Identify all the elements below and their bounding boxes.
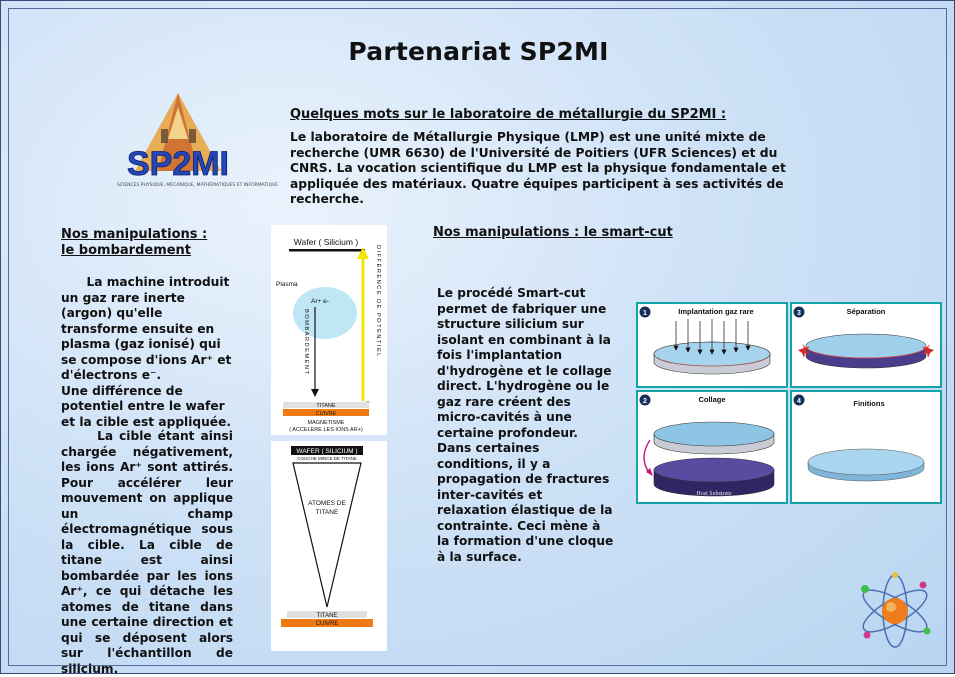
titane-label-2: TITANE [316, 613, 338, 619]
magnetisme-label: MAGNETISME [307, 420, 345, 426]
cuivre-label: CUIVRE [315, 411, 337, 417]
bombardment-heading-line2: le bombardement [61, 243, 192, 258]
step-2-label: Collage [698, 395, 726, 404]
atomes-label-2: TITANE [315, 509, 339, 516]
sputtering-diagram [271, 225, 387, 435]
bombardment-p2: La cible étant ainsi chargée négativement, les ions Ar⁺ sont attirés. Pour accélérer leur mouvement on applique un champ électromagnétique sous la cible. La cible de titane est ainsi bombardée par les ions Ar⁺, ce qui détache les atomes de titane dans une certaine direction et qui se déposent alors sur l'échantillon de silicium. [61, 429, 238, 676]
cuivre-label-2: CUIVRE [315, 621, 339, 627]
diagram1-wafer-label: Wafer ( Silicium ) [293, 237, 359, 247]
atomes-label-1: ATOMES DE [308, 500, 346, 507]
step-4-label: Finitions [853, 399, 885, 408]
accelere-label: ( ACCELERE LES IONS AR+) [289, 427, 363, 433]
titane-label: TITANE [316, 403, 336, 409]
plasma-label: Plasma [276, 281, 298, 288]
difference-label: DIFFÉRENCE DE POTENTIEL [375, 245, 381, 358]
smartcut-paragraph: Le procédé Smart-cut permet de fabriquer une structure silicium sur isolant en combinant à la fois l'implantation d'hydrogène et le collage direct. L'hydrogène ou le gaz rare créent des micro-cavités à une certaine profondeur. Dans certaines conditions, il y a propagation de fractures inter-cavités et relaxation élastique de la contrainte. Ceci mène à la formation d'une cloque à la surface. [437, 286, 614, 564]
wafer-bar [289, 249, 365, 252]
logo-text: SP2MI [126, 145, 230, 183]
bombardment-heading-line1: Nos manipulations : [61, 227, 208, 242]
bombardment-p1-part1: La machine introduit un gaz rare inerte (argon) qu'elle transforme ensuite en plasma (gaz ionisé) qui se compose d'ions Ar⁺ et d'électrons e⁻. [61, 275, 236, 382]
bombardement-label: BOMBARDEMENT [303, 309, 309, 376]
bombard-arrowhead [311, 389, 319, 397]
deposition-cone [293, 463, 361, 607]
bombardment-paragraph-1 [61, 275, 236, 430]
step-implantation [637, 303, 787, 387]
host-substrate-label: Host Substrate [696, 491, 732, 497]
about-paragraph: Le laboratoire de Métallurgie Physique (LMP) est une unité mixte de recherche (UMR 6630) de l'Université de Poitiers (UFR Sciences) et du CNRS. La vocation scientifique du LMP est la physique fondamentale et appliquée des matériaux. Quatre équipes participent à ses activités de recherche. [290, 130, 786, 206]
plasma-cloud [293, 287, 357, 339]
sp2mi-logo [113, 89, 279, 197]
step-2-number: 2 [643, 398, 647, 405]
potential-arrowhead [357, 247, 369, 259]
step-1-label: Implantation gaz rare [678, 307, 754, 316]
step-finitions [791, 391, 941, 503]
about-heading: Quelques mots sur le laboratoire de métallurgie du SP2MI : [290, 107, 727, 122]
couche-label: COUCHE MINCE DE TITANE [297, 456, 357, 461]
step-4-number: 4 [797, 398, 801, 405]
step-1-number: 1 [643, 310, 647, 317]
ions-label: Ar+ e- [311, 298, 329, 305]
diagram2-wafer-label: WAFER ( SILICIUM ) [296, 448, 358, 455]
page-title: Partenariat SP2MI [348, 37, 609, 66]
logo-caption: SCIENCES PHYSIQUE, MÉCANIQUE, MATHÉMATIQUES ET INFORMATIQUE [117, 183, 279, 188]
smartcut-heading: Nos manipulations : le smart-cut [433, 225, 673, 240]
bombardment-p1-part2: Une différence de potentiel entre le wafer et la cible est appliquée. [61, 383, 231, 429]
bombardment-heading [61, 227, 207, 259]
step-3-number: 3 [797, 310, 801, 317]
step-collage [637, 391, 787, 503]
step-3-label: Séparation [846, 307, 886, 316]
deposition-diagram [271, 441, 387, 651]
step-separation [791, 303, 941, 387]
bombardment-paragraph-2 [61, 429, 238, 677]
atom-icon [853, 569, 937, 649]
smartcut-steps [636, 302, 942, 504]
